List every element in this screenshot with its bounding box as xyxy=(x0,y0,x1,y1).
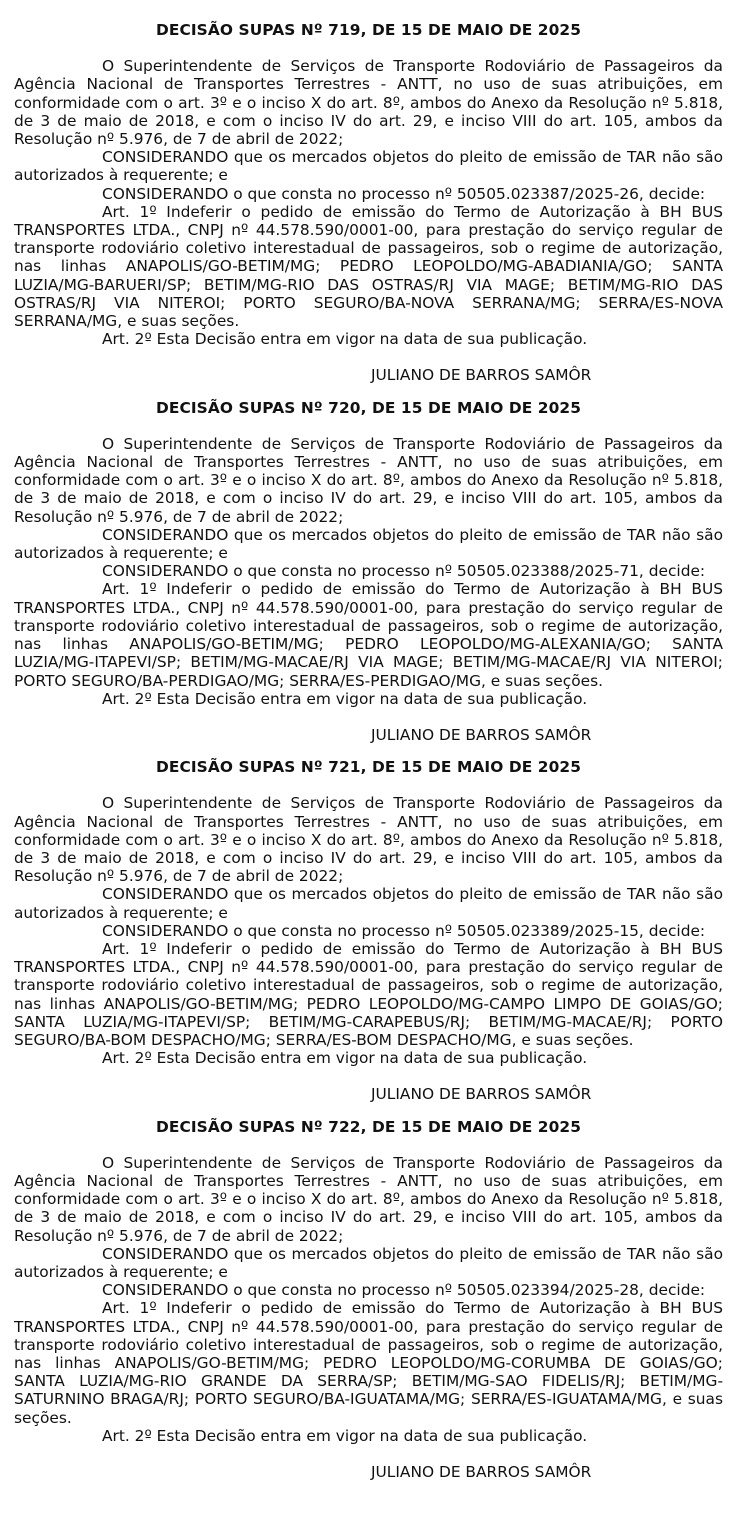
decision-719 xyxy=(14,21,723,385)
considering-process-paragraph: CONSIDERANDO o que consta no processo nº 50505.023394/2025-28, decide: xyxy=(102,1281,706,1300)
decision-title: DECISÃO SUPAS Nº 719, DE 15 DE MAIO DE 2025 xyxy=(155,21,582,39)
considering-paragraph: CONSIDERANDO que os mercados objetos do pleito de emissão de TAR não são autorizados à requerente; e xyxy=(14,525,723,563)
decision-title: DECISÃO SUPAS Nº 721, DE 15 DE MAIO DE 2025 xyxy=(155,758,582,777)
decision-721 xyxy=(14,758,723,1103)
decision-title: DECISÃO SUPAS Nº 720, DE 15 DE MAIO DE 2025 xyxy=(155,398,582,417)
signature: JULIANO DE BARROS SAMÔR xyxy=(371,1463,592,1482)
preamble-paragraph: O Superintendente de Serviços de Transporte Rodoviário de Passageiros da Agência Nacional de Transportes Terrestres - ANTT, no uso de suas atribuições, em conformidade com o art. 3º e o inciso X do art. 8º, ambos do Anexo da Resolução nº 5.818, de 3 de maio de 2018, e com o inciso IV do art. 29, e inciso VIII do art. 105, ambos da Resolução nº 5.976, de 7 de abril de 2022; xyxy=(14,794,723,886)
signature: JULIANO DE BARROS SAMÔR xyxy=(371,366,592,385)
considering-paragraph: CONSIDERANDO que os mercados objetos do pleito de emissão de TAR não são autorizados à requerente; e xyxy=(14,1244,723,1281)
preamble-paragraph: O Superintendente de Serviços de Transporte Rodoviário de Passageiros da Agência Nacional de Transportes Terrestres - ANTT, no uso de suas atribuições, em conformidade com o art. 3º e o inciso X do art. 8º, ambos do Anexo da Resolução nº 5.818, de 3 de maio de 2018, e com o inciso IV do art. 29, e inciso VIII do art. 105, ambos da Resolução nº 5.976, de 7 de abril de 2022; xyxy=(14,57,723,149)
considering-paragraph: CONSIDERANDO que os mercados objetos do pleito de emissão de TAR não são autorizados à requerente; e xyxy=(14,148,723,185)
considering-paragraph: CONSIDERANDO que os mercados objetos do pleito de emissão de TAR não são autorizados à requerente; e xyxy=(14,885,723,922)
article-1-paragraph: Art. 1º Indeferir o pedido de emissão do Termo de Autorização à BH BUS TRANSPORTES LTDA., CNPJ nº 44.578.590/0001-00, para prestação do serviço regular de transporte rodoviário coletivo interestadual de passageiros, sob o regime de autorização, nas linhas ANAPOLIS/GO-BETIM/MG; PEDRO LEOPOLDO/MG-ALEXANIA/GO; SANTA LUZIA/MG-ITAPEVI/SP; BETIM/MG-MACAE/RJ VIA MAGE; BETIM/MG-MACAE/RJ VIA NITEROI; PORTO SEGURO/BA-PERDIGAO/MG; SERRA/ES-PERDIGAO/MG, e suas seções. xyxy=(14,580,723,690)
decision-720 xyxy=(14,399,723,744)
article-1-paragraph: Art. 1º Indeferir o pedido de emissão do Termo de Autorização à BH BUS TRANSPORTES LTDA., CNPJ nº 44.578.590/0001-00, para prestação do serviço regular de transporte rodoviário coletivo interestadual de passageiros, sob o regime de autorização, nas linhas ANAPOLIS/GO-BETIM/MG; PEDRO LEOPOLDO/MG-ABADIANIA/GO; SANTA LUZIA/MG-BARUERI/SP; BETIM/MG-RIO DAS OSTRAS/RJ VIA MAGE; BETIM/MG-RIO DAS OSTRAS/RJ VIA NITEROI; PORTO SEGURO/BA-NOVA SERRANA/MG; SERRA/ES-NOVA SERRANA/MG, e suas seções. xyxy=(14,202,723,331)
article-2-paragraph: Art. 2º Esta Decisão entra em vigor na data de sua publicação. xyxy=(102,1049,588,1068)
article-2-paragraph: Art. 2º Esta Decisão entra em vigor na data de sua publicação. xyxy=(102,330,588,349)
signature: JULIANO DE BARROS SAMÔR xyxy=(371,1085,592,1104)
decision-title: DECISÃO SUPAS Nº 722, DE 15 DE MAIO DE 2025 xyxy=(155,1117,582,1136)
considering-process-paragraph: CONSIDERANDO o que consta no processo nº 50505.023389/2025-15, decide: xyxy=(102,921,706,940)
considering-process-paragraph: CONSIDERANDO o que consta no processo nº 50505.023388/2025-71, decide: xyxy=(102,562,706,581)
article-1-paragraph: Art. 1º Indeferir o pedido de emissão do Termo de Autorização à BH BUS TRANSPORTES LTDA., CNPJ nº 44.578.590/0001-00, para prestação do serviço regular de transporte rodoviário coletivo interestadual de passageiros, sob o regime de autorização, nas linhas ANAPOLIS/GO-BETIM/MG; PEDRO LEOPOLDO/MG-CAMPO LIMPO DE GOIAS/GO; SANTA LUZIA/MG-ITAPEVI/SP; BETIM/MG-CARAPEBUS/RJ; BETIM/MG-MACAE/RJ; PORTO SEGURO/BA-BOM DESPACHO/MG; SERRA/ES-BOM DESPACHO/MG, e suas seções. xyxy=(14,939,723,1049)
decision-722 xyxy=(14,1118,723,1482)
preamble-paragraph: O Superintendente de Serviços de Transporte Rodoviário de Passageiros da Agência Nacional de Transportes Terrestres - ANTT, no uso de suas atribuições, em conformidade com o art. 3º e o inciso X do art. 8º, ambos do Anexo da Resolução nº 5.818, de 3 de maio de 2018, e com o inciso IV do art. 29, e inciso VIII do art. 105, ambos da Resolução nº 5.976, de 7 de abril de 2022; xyxy=(14,1153,723,1245)
considering-process-paragraph: CONSIDERANDO o que consta no processo nº 50505.023387/2025-26, decide: xyxy=(102,184,706,203)
article-1-paragraph: Art. 1º Indeferir o pedido de emissão do Termo de Autorização à BH BUS TRANSPORTES LTDA., CNPJ nº 44.578.590/0001-00, para prestação do serviço regular de transporte rodoviário coletivo interestadual de passageiros, sob o regime de autorização, nas linhas ANAPOLIS/GO-BETIM/MG; PEDRO LEOPOLDO/MG-CORUMBA DE GOIAS/GO; SANTA LUZIA/MG-RIO GRANDE DA SERRA/SP; BETIM/MG-SAO FIDELIS/RJ; BETIM/MG-SATURNINO BRAGA/RJ; PORTO SEGURO/BA-IGUATAMA/MG; SERRA/ES-IGUATAMA/MG, e suas seções. xyxy=(14,1299,723,1427)
preamble-paragraph: O Superintendente de Serviços de Transporte Rodoviário de Passageiros da Agência Nacional de Transportes Terrestres - ANTT, no uso de suas atribuições, em conformidade com o art. 3º e o inciso X do art. 8º, ambos do Anexo da Resolução nº 5.818, de 3 de maio de 2018, e com o inciso IV do art. 29, e inciso VIII do art. 105, ambos da Resolução nº 5.976, de 7 de abril de 2022; xyxy=(14,434,723,526)
signature: JULIANO DE BARROS SAMÔR xyxy=(371,725,592,744)
article-2-paragraph: Art. 2º Esta Decisão entra em vigor na data de sua publicação. xyxy=(102,1426,588,1445)
article-2-paragraph: Art. 2º Esta Decisão entra em vigor na data de sua publicação. xyxy=(102,689,588,708)
